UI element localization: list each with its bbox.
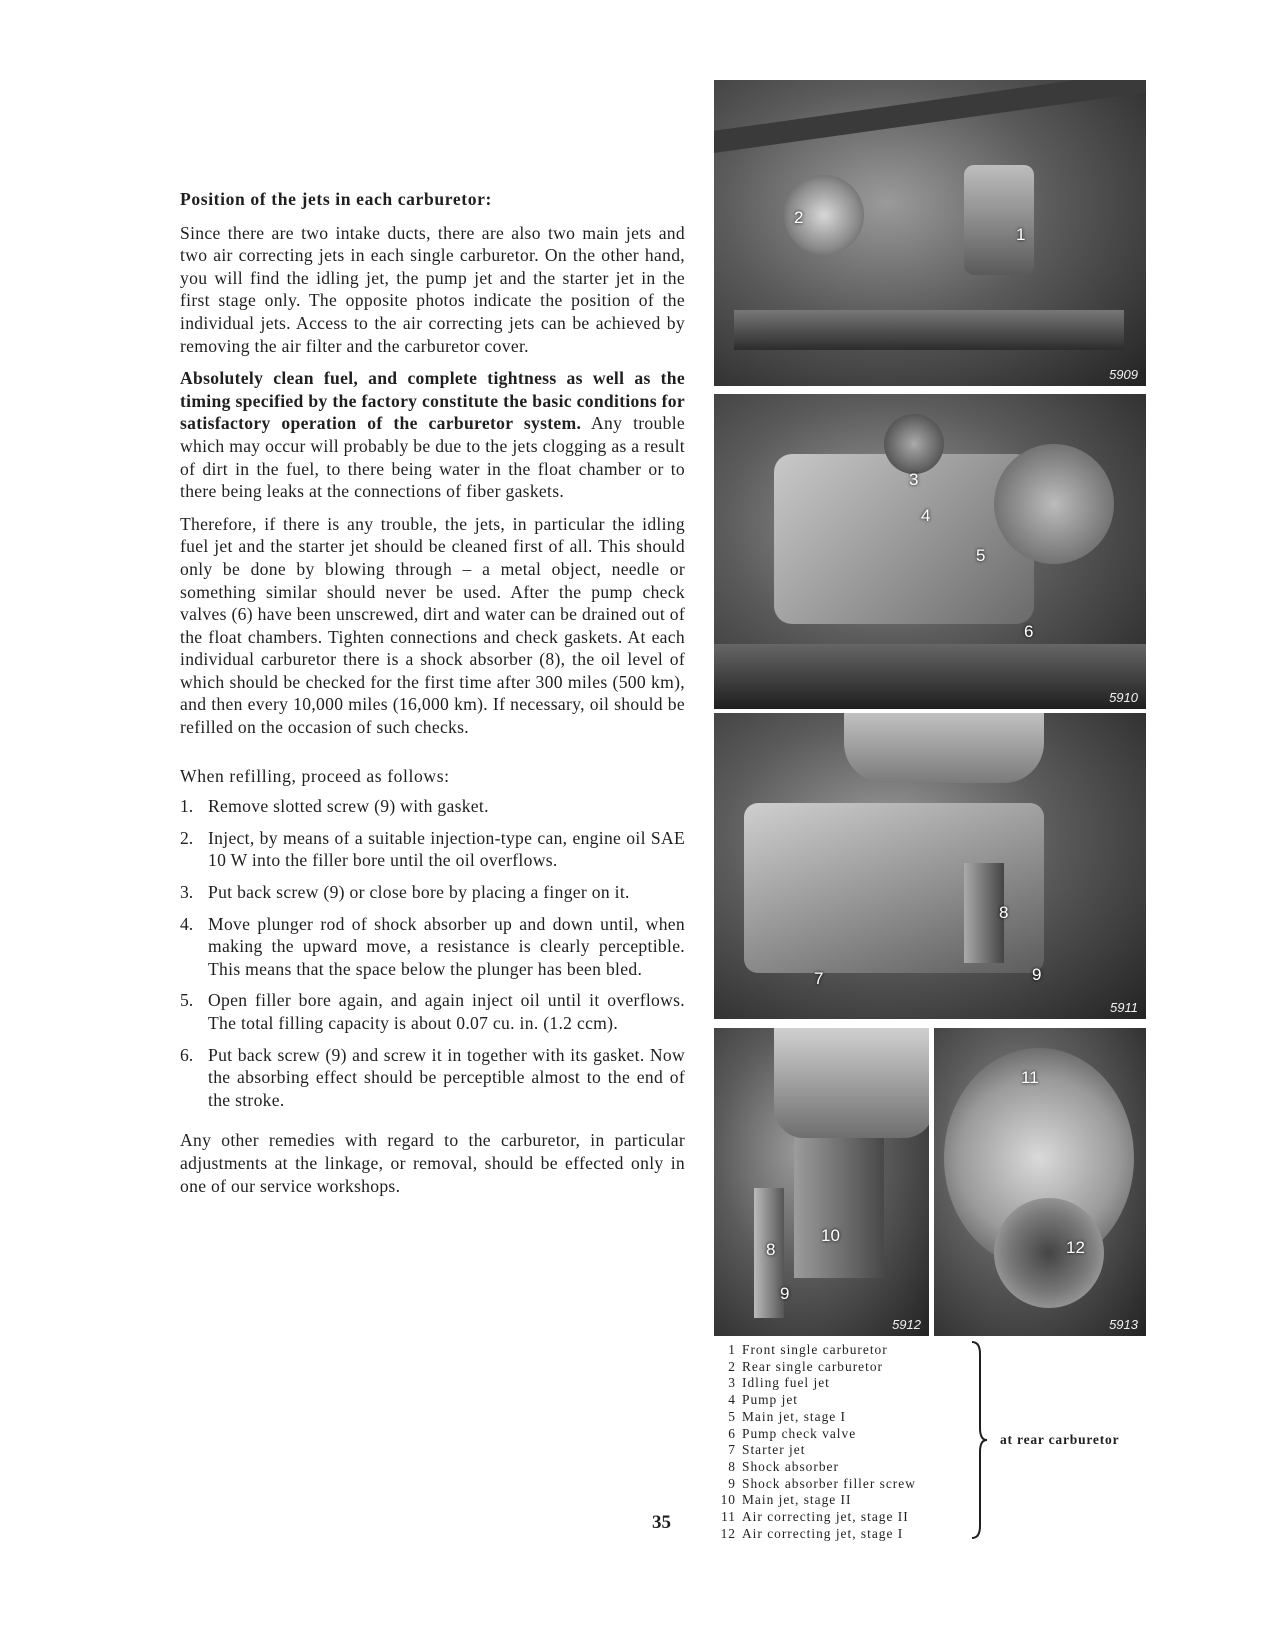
legend-label: Pump jet bbox=[742, 1392, 798, 1408]
list-item bbox=[180, 827, 685, 872]
photo-twin-carburetors bbox=[714, 80, 1146, 386]
step-text: Put back screw (9) and screw it in together with its gasket. Now the absorbing effect should be perceptible almost to the end of the stroke. bbox=[208, 1044, 685, 1110]
photo-callout: 6 bbox=[1024, 622, 1034, 641]
photo-callout: 2 bbox=[794, 208, 804, 227]
photo-code: 5913 bbox=[1109, 1317, 1138, 1332]
legend-number: 4 bbox=[728, 1392, 736, 1408]
paragraph-clean-fuel bbox=[180, 367, 685, 503]
list-item bbox=[714, 1342, 974, 1359]
legend-number: 1 bbox=[728, 1342, 736, 1357]
legend-number: 6 bbox=[728, 1425, 736, 1441]
paragraph-clean-fuel-bold: Absolutely clean fuel, and complete tightness as well as the timing specified by the factory constitute the basic conditions for satisfactory operation of the carburetor system. bbox=[180, 368, 685, 434]
list-item bbox=[180, 881, 685, 904]
step-number: 5. bbox=[180, 990, 194, 1011]
photo-callout: 9 bbox=[780, 1284, 790, 1303]
legend-number: 9 bbox=[728, 1475, 736, 1491]
legend-label: Idling fuel jet bbox=[742, 1375, 830, 1391]
photo-callout: 3 bbox=[909, 470, 919, 489]
step-number: 6. bbox=[180, 1044, 194, 1065]
list-item bbox=[714, 1392, 974, 1409]
photo-callout: 10 bbox=[821, 1226, 840, 1245]
legend-number: 11 bbox=[721, 1509, 736, 1525]
photo-callout: 7 bbox=[814, 969, 824, 988]
legend-number: 7 bbox=[728, 1442, 736, 1458]
photo-code: 5910 bbox=[1109, 690, 1138, 705]
legend-label: Shock absorber filler screw bbox=[742, 1475, 916, 1491]
photo-carburetor-shock-absorber bbox=[714, 713, 1146, 1019]
legend-number: 5 bbox=[728, 1408, 736, 1424]
parts-legend bbox=[714, 1342, 974, 1542]
photo-carburetor-jets-detail bbox=[714, 394, 1146, 709]
legend-number: 3 bbox=[728, 1375, 736, 1391]
legend-label: Pump check valve bbox=[742, 1425, 857, 1441]
list-item bbox=[714, 1459, 974, 1476]
photo-callout: 12 bbox=[1066, 1238, 1085, 1257]
list-item bbox=[714, 1492, 974, 1509]
legend-label: Main jet, stage II bbox=[742, 1492, 852, 1508]
list-item bbox=[714, 1509, 974, 1526]
legend-label: Shock absorber bbox=[742, 1458, 839, 1474]
legend-label: Air correcting jet, stage I bbox=[742, 1525, 904, 1541]
list-item bbox=[714, 1409, 974, 1426]
list-item bbox=[714, 1375, 974, 1392]
steps-title: When refilling, proceed as follows: bbox=[180, 765, 450, 786]
photo-code: 5909 bbox=[1109, 367, 1138, 382]
refill-steps-list bbox=[180, 795, 685, 1111]
step-number: 2. bbox=[180, 827, 194, 848]
step-text: Move plunger rod of shock absorber up and down until, when making the upward move, a resistance is clearly perceptible. This means that the space below the plunger has been bled. bbox=[208, 913, 685, 979]
legend-number: 12 bbox=[720, 1525, 736, 1541]
legend-label: Starter jet bbox=[742, 1442, 806, 1458]
step-text: Put back screw (9) or close bore by placing a finger on it. bbox=[208, 882, 630, 903]
legend-label: Air correcting jet, stage II bbox=[742, 1509, 909, 1525]
photo-callout: 5 bbox=[976, 546, 986, 565]
photo-callout: 8 bbox=[999, 903, 1009, 922]
paragraph-jets-position: Since there are two intake ducts, there are also two main jets and two air correcting jets in each single carburetor. On the other hand, you will find the idling jet, the pump jet and the starter jet in the first stage only. The opposite photos indicate the position of the individual jets. Access to the air correcting jets can be achieved by removing the air filter and the carburetor cover. bbox=[180, 222, 685, 356]
list-item bbox=[714, 1442, 974, 1459]
step-text: Remove slotted screw (9) with gasket. bbox=[208, 796, 489, 817]
photo-callout: 11 bbox=[1021, 1068, 1039, 1087]
list-item bbox=[714, 1476, 974, 1493]
paragraph-trouble: Therefore, if there is any trouble, the jets, in particular the idling fuel jet and the starter jet should be cleaned first of all. This should only be done by blowing through – a metal object, needle or something similar should never be used. After the pump check valves (6) have been unscrewed, dirt and water can be drained out of the float chambers. Tighten connections and check gaskets. At each individual carburetor there is a shock absorber (8), the oil level of which should be checked for the first time after 300 miles (500 km), and then every 10,000 miles (16,000 km). If necessary, oil should be refilled on the occasion of such checks. bbox=[180, 513, 685, 738]
photo-callout: 4 bbox=[921, 506, 931, 525]
list-item bbox=[714, 1359, 974, 1376]
section-heading: Position of the jets in each carburetor: bbox=[180, 189, 492, 209]
photo-code: 5912 bbox=[892, 1317, 921, 1332]
list-item bbox=[714, 1426, 974, 1443]
step-number: 4. bbox=[180, 913, 194, 934]
legend-brace bbox=[970, 1340, 988, 1540]
step-number: 1. bbox=[180, 796, 194, 817]
photo-callout: 9 bbox=[1032, 965, 1042, 984]
photo-callout: 8 bbox=[766, 1240, 776, 1259]
list-item bbox=[714, 1526, 974, 1543]
photo-callout: 1 bbox=[1016, 225, 1026, 244]
text-column bbox=[180, 188, 685, 1207]
brace-label: at rear carburetor bbox=[1000, 1432, 1120, 1447]
list-item bbox=[180, 913, 685, 981]
step-number: 3. bbox=[180, 882, 194, 903]
paragraph-clean-fuel-rest: Any trouble which may occur will probably be due to the jets clogging as a result of dirt in the fuel, to there being water in the float chamber or to there being leaks at the connections of fiber gaskets. bbox=[180, 413, 686, 502]
legend-number: 8 bbox=[728, 1458, 736, 1474]
list-item bbox=[180, 989, 685, 1034]
photo-air-correcting-jets bbox=[934, 1028, 1146, 1336]
step-text: Inject, by means of a suitable injection-type can, engine oil SAE 10 W into the filler bore until the oil overflows. bbox=[208, 827, 685, 871]
paragraph-other-remedies: Any other remedies with regard to the carburetor, in particular adjustments at the linkage, or removal, should be effected only in one of our service workshops. bbox=[180, 1130, 685, 1196]
photo-code: 5911 bbox=[1110, 1000, 1138, 1015]
page-number: 35 bbox=[652, 1512, 671, 1533]
list-item bbox=[180, 1044, 685, 1112]
step-text: Open filler bore again, and again inject oil until it overflows. The total filling capacity is about 0.07 cu. in. (1.2 ccm). bbox=[208, 990, 685, 1033]
legend-label: Rear single carburetor bbox=[742, 1358, 883, 1374]
legend-label: Front single carburetor bbox=[742, 1342, 888, 1357]
legend-number: 10 bbox=[720, 1492, 736, 1508]
photo-shock-absorber-side bbox=[714, 1028, 929, 1336]
legend-number: 2 bbox=[728, 1358, 736, 1374]
legend-label: Main jet, stage I bbox=[742, 1408, 847, 1424]
list-item bbox=[180, 795, 685, 818]
